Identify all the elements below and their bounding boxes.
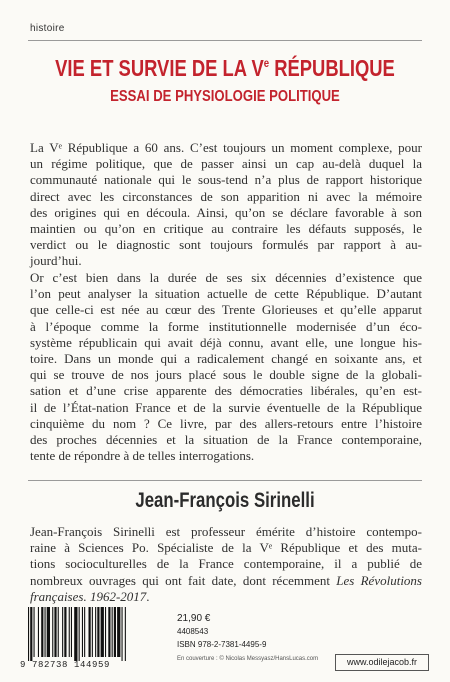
barcode-bar [112, 607, 113, 657]
summary-paragraph-2 [30, 270, 422, 464]
text-line: communauté nationale qui le sous-tend n’a plus de rapport historique [30, 172, 422, 188]
barcode-bar [89, 607, 91, 657]
author-bio [30, 524, 422, 605]
text-line: des proches décennies et la situation de la France contemporaine, [30, 432, 422, 448]
text-line: sation et d’une crise apparente des démocraties libérales, qu’en est- [30, 383, 422, 399]
text-line: françaises. 1962-2017. [30, 588, 150, 604]
barcode-bar [47, 607, 50, 657]
product-code: 4408543 [177, 627, 209, 636]
header-divider [28, 40, 422, 41]
barcode-bar [92, 607, 93, 657]
barcode-bar [64, 607, 66, 657]
book-title: VIE ET SURVIE DE LA Ve RÉPUBLIQUE [55, 55, 395, 81]
barcode-bar [79, 607, 80, 661]
text-line: que celle-ci est née au cœur des Trente Glorieuses et qu’elle apparut [30, 302, 422, 318]
barcode-bar [84, 607, 85, 657]
text-line: toire. Dans un monde qui a radicalement changé en soixante ans, et [30, 351, 422, 367]
cover-credit: En couverture : © Nicolas Messyasz/HansLucas.com [177, 656, 319, 662]
text-line: l’on peut analyser la situation actuelle de cette République. D’autant [30, 286, 422, 302]
text-line: jourd’hui. [30, 253, 82, 269]
barcode-bar [105, 607, 106, 657]
barcode-bar [101, 607, 104, 657]
barcode-bar [34, 607, 35, 657]
author-divider [28, 480, 422, 481]
barcode-bar [95, 607, 96, 657]
barcode-digits: 9 782738 144959 [20, 660, 111, 670]
barcode [20, 602, 172, 674]
barcode-bar [82, 607, 83, 657]
barcode-bar [58, 607, 59, 657]
summary-paragraph-1 [30, 140, 422, 270]
barcode-bar [41, 607, 43, 657]
book-title-ref: Les Révolutions [336, 572, 422, 588]
text-line: La Vᵉ République a 60 ans. C’est toujours un moment complexe, pour [30, 140, 422, 155]
barcode-bars [28, 607, 168, 661]
text-line: tente de répondre à de telles interrogations. [30, 448, 255, 464]
barcode-bar [28, 607, 29, 661]
price: 21,90 € [177, 613, 211, 624]
barcode-bar [117, 607, 120, 657]
text-line: qui se trouve de nos jours placé sous le double signe de la globali- [30, 367, 422, 383]
barcode-bar [45, 607, 46, 657]
text-line: direct avec les circonstances de son apparition ni avec la mémoire [30, 188, 422, 204]
text-line: il de l’État-nation France et de la survie éventuelle de la République [30, 399, 422, 415]
author-name: Jean-François Sirinelli [135, 489, 315, 512]
barcode-bar [30, 607, 32, 661]
barcode-bar [71, 607, 72, 657]
barcode-bar [38, 607, 39, 657]
barcode-bar [114, 607, 116, 657]
text-line: nombreux ouvrages qui ont fait date, dont récemment Les Révolutions [30, 572, 422, 588]
barcode-bar [74, 607, 77, 661]
text-line: cinquième du nom ? Ce livre, par des allers-retours entre l’histoire [30, 415, 422, 431]
text-line: Jean-François Sirinelli est professeur émérite d’histoire contempo- [30, 524, 422, 539]
isbn: ISBN 978-2-7381-4495-9 [177, 640, 267, 649]
text-line: raine à Sciences Po. Spécialiste de la Vᵉ République et des muta- [30, 540, 422, 556]
barcode-bar [125, 607, 126, 661]
text-line: maintien ou qu’on en critique au contraire les défauts supposés, le [30, 221, 422, 237]
text-line: un régime politique, que de passer ainsi un cap au-delà duquel la [30, 156, 422, 172]
barcode-bar [122, 607, 123, 661]
text-line: système républicain qui avait déjà connu, avant elle, une longue his- [30, 334, 422, 350]
text-line: verdict ou le diagnostic sont toujours formulés par rapport à au- [30, 237, 422, 253]
text-line: Or c’est bien dans la durée de ses six décennies d’existence que [30, 270, 422, 285]
category-label: histoire [30, 23, 65, 34]
text-line: tions socioculturelles de la France contemporaine, il a publié de [30, 556, 422, 572]
text-line: à l’époque comme la forme institutionnelle modernisée d’un éco- [30, 318, 422, 334]
book-title-ref: françaises. 1962-2017 [30, 588, 147, 604]
barcode-bar [54, 607, 56, 657]
barcode-bar [62, 607, 63, 657]
publisher-url[interactable]: www.odilejacob.fr [335, 654, 429, 671]
text-line: des origines qui en découla. Ainsi, qu’on se déclare favorable à son [30, 204, 422, 220]
barcode-bar [69, 607, 70, 657]
barcode-bar [97, 607, 99, 657]
book-subtitle: ESSAI DE PHYSIOLOGIE POLITIQUE [110, 88, 340, 105]
barcode-bar [52, 607, 53, 657]
barcode-bar [108, 607, 110, 657]
